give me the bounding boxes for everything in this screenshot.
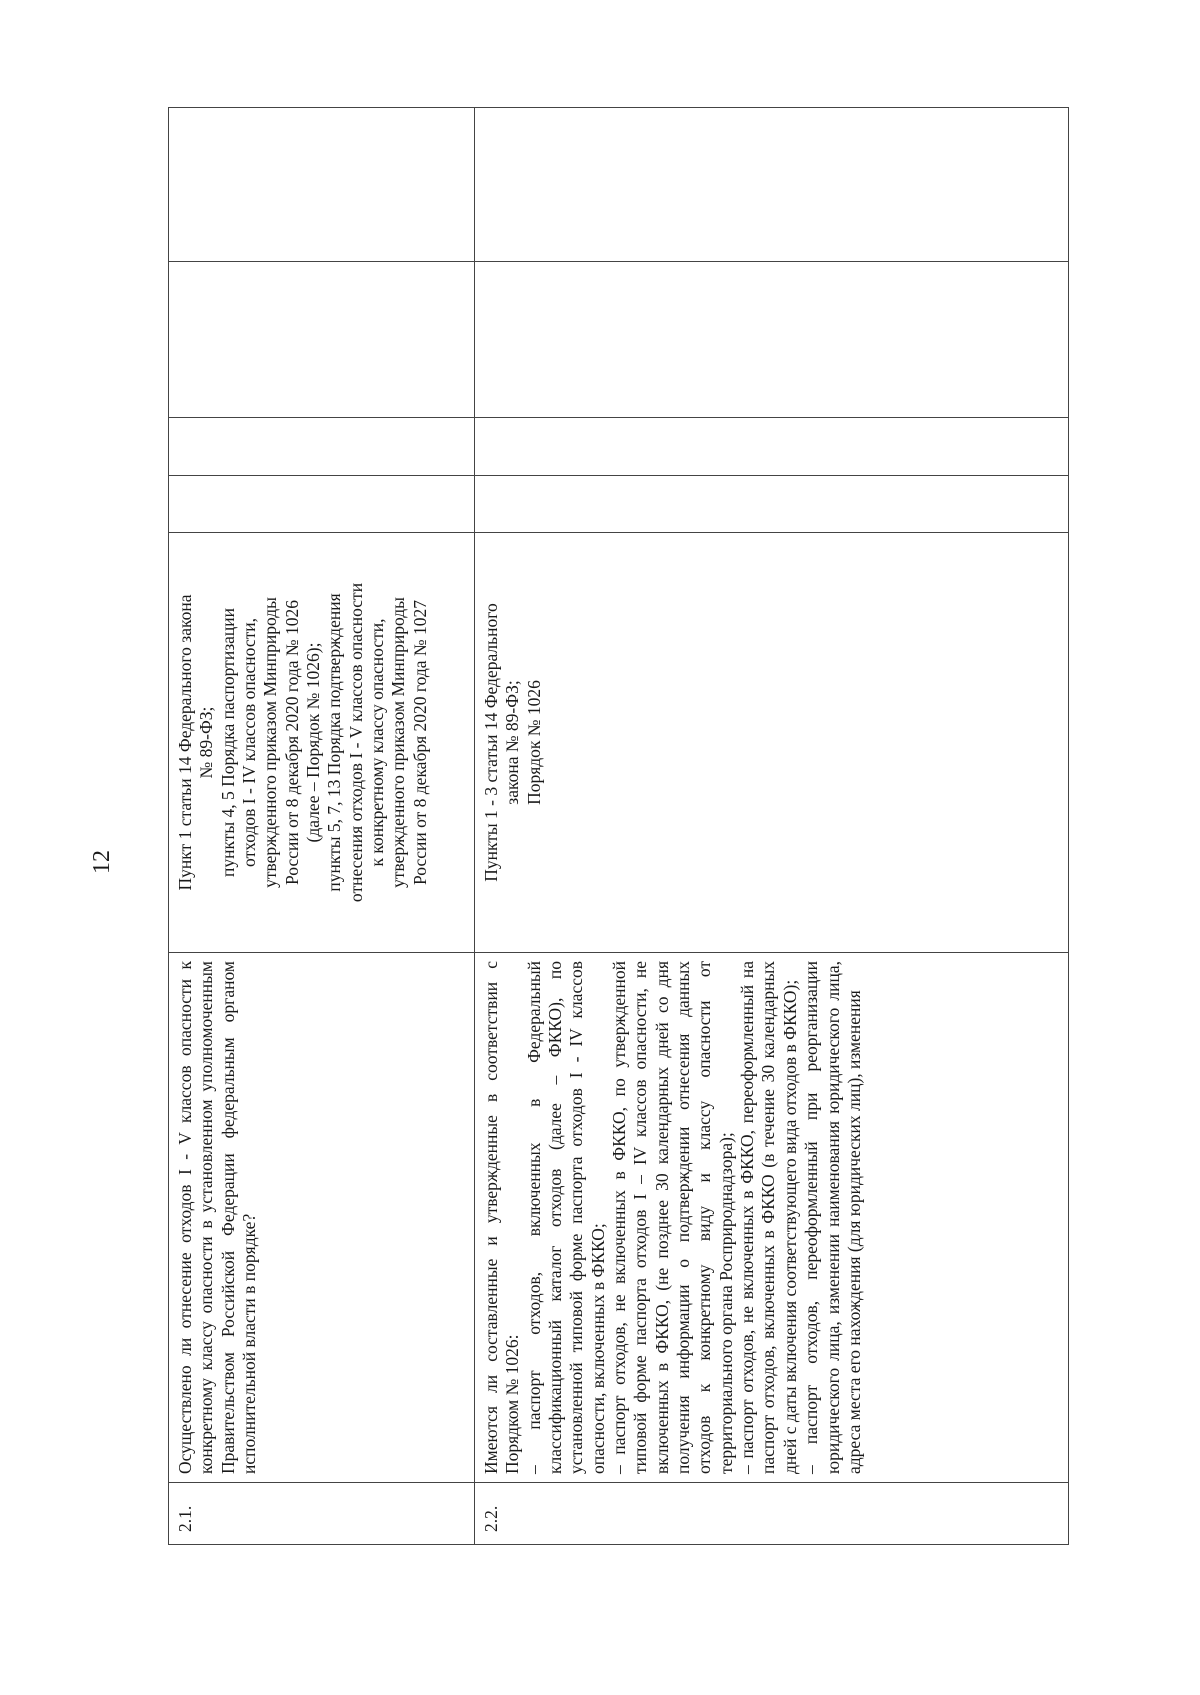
reference-line: утвержденного приказом Минприроды — [260, 597, 281, 888]
reference-line: Пункт 1 статьи 14 Федерального закона — [175, 594, 195, 891]
reference-line: России от 8 декабря 2020 года № 1027 — [409, 599, 430, 886]
reference-line: Пункты 1 - 3 статьи 14 Федерального — [481, 603, 501, 882]
checklist-table-wrapper — [168, 108, 1068, 1545]
row-number: 2.1. — [169, 1483, 475, 1545]
reference-line: пункты 5, 7, 13 Порядка подтверждения — [324, 593, 345, 892]
row-number: 2.2. — [475, 1483, 1069, 1545]
question-cell — [475, 953, 1069, 1483]
reference-line: отходов I - IV классов опасности, — [239, 618, 260, 867]
question-line: – паспорт отходов, включенных в Федеральный классификационный каталог отходов (далее – ФККО), по установленной типовой форме паспорта отходов I - IV классов опасности, включенных в ФККО; — [523, 961, 608, 1474]
question-line: Имеются ли составленные и утвержденные в соответствии с Порядком № 1026: — [481, 961, 523, 1474]
reference-line: № 89-ФЗ; — [196, 706, 217, 779]
note-cell[interactable] — [475, 108, 1069, 262]
reference-line: отнесения отходов I - V классов опасности — [345, 582, 366, 903]
reference-cell — [475, 533, 1069, 953]
reference-line: к конкретному классу опасности, — [367, 618, 388, 867]
answer-no-cell[interactable] — [169, 418, 475, 476]
reference-line: закона № 89-ФЗ; — [502, 680, 523, 805]
answer-yes-cell[interactable] — [169, 476, 475, 533]
reference-line: (далее – Порядок № 1026); — [303, 642, 324, 843]
note-cell[interactable] — [169, 108, 475, 262]
not-applicable-cell[interactable] — [169, 262, 475, 418]
reference-line: утвержденного приказом Минприроды — [388, 597, 409, 888]
page-number: 12 — [89, 850, 115, 874]
question-line: – паспорт отходов, не включенных в ФККО, по утвержденной типовой форме паспорта отходов I – IV классов опасности, не включенных в ФККО, (не позднее 30 календарных дней со дня получения информации о подтверждении отнесения данных отходов к конкретному виду и классу опасности от территориального органа Росприроднадзора); — [609, 961, 736, 1474]
reference-line: пункты 4, 5 Порядка паспортизации — [217, 608, 238, 877]
reference-line: России от 8 декабря 2020 года № 1026 — [281, 599, 302, 886]
question-line: – паспорт отходов, не включенных в ФККО, переоформленный на паспорт отходов, включенных в ФККО (в течение 30 календарных дней с даты включения соответствующего вида отходов в ФККО); — [737, 961, 800, 1474]
answer-no-cell[interactable] — [475, 418, 1069, 476]
not-applicable-cell[interactable] — [475, 262, 1069, 418]
table-row — [169, 108, 475, 1545]
question-line: – паспорт отходов, переоформленный при реорганизации юридического лица, изменении наименования юридического лица, адреса места его нахождения (для юридических лиц), изменения — [801, 961, 864, 1474]
reference-cell — [169, 533, 475, 953]
reference-line: Порядок № 1026 — [523, 680, 544, 805]
table-row — [475, 108, 1069, 1545]
checklist-table — [168, 107, 1069, 1545]
question-cell: Осуществлено ли отнесение отходов I - V классов опасности к конкретному классу опасности в установленном уполномоченным Правительством Российской Федерации федеральным органом исполнительной власти в порядке? — [169, 953, 475, 1483]
answer-yes-cell[interactable] — [475, 476, 1069, 533]
